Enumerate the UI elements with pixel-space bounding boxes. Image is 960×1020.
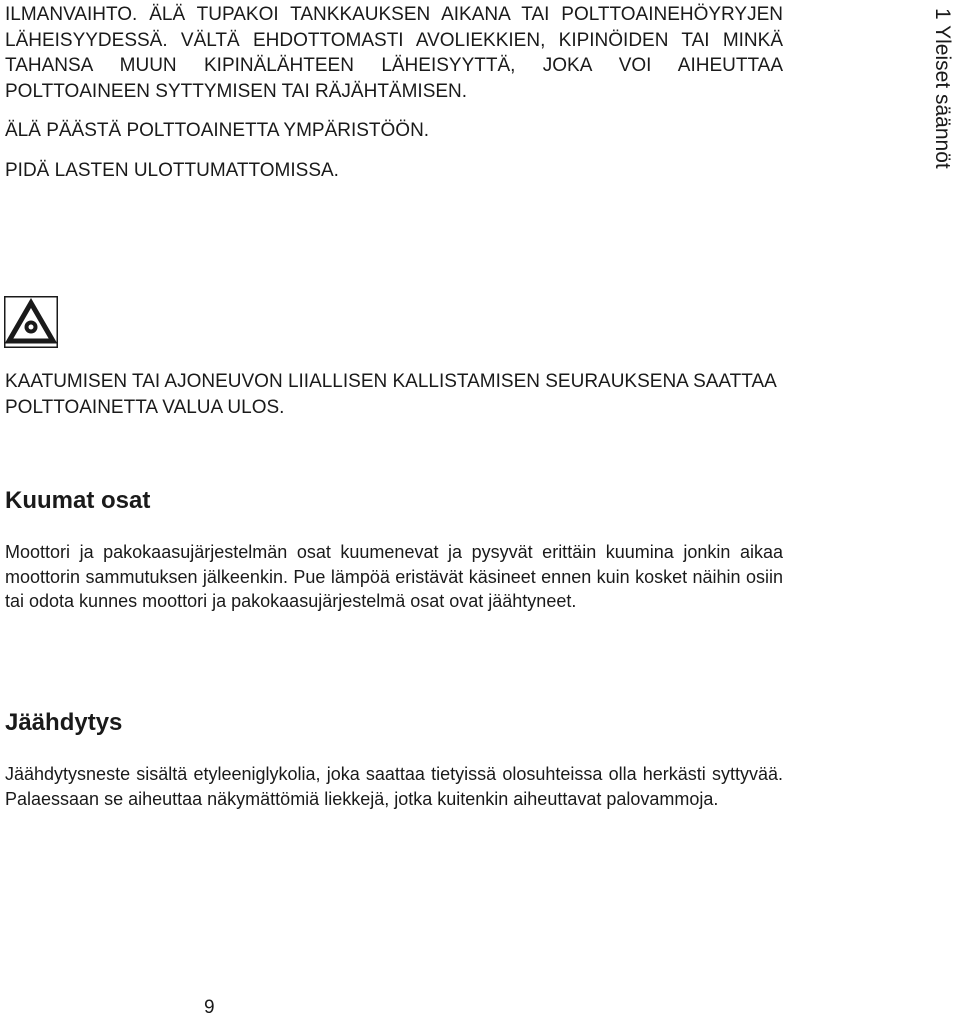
chapter-tab-label: 1 Yleiset säännöt xyxy=(931,8,954,169)
page-number: 9 xyxy=(204,997,215,1018)
no-spill-warning: ÄLÄ PÄÄSTÄ POLTTOAINETTA YMPÄRISTÖÖN. xyxy=(5,120,430,141)
cooling-body: Jäähdytysneste sisältä etyleeniglykolia, joka saattaa tietyissä olosuhteissa olla herkästi syttyvää. Palaessaan se aiheuttaa näkymättömiä liekkejä, jotka kuitenkin aiheuttavat palovammoja. xyxy=(5,764,783,809)
tip-over-warning-block xyxy=(5,369,783,420)
cooling-heading: Jäähdytys xyxy=(5,709,123,736)
fuel-warning-block xyxy=(5,2,783,183)
fuel-warning-lead: ILMANVAIHTO. ÄLÄ TUPAKOI TANKKAUKSEN AIKANA TAI POLTTOAINEHÖYRYJEN LÄHEISYYDESSÄ. VÄLTÄ EHDOTTOMASTI AVOLIEKKIEN, KIPINÖIDEN TAI MINKÄ TAHANSA MUUN KIPINÄLÄHTEEN LÄHEISYYTTÄ, JOKA VOI AIHEUTTAA POLTTOAINEEN SYTTYMISEN TAI RÄJÄHTÄMISEN. xyxy=(5,4,783,102)
tip-over-warning-text: KAATUMISEN TAI AJONEUVON LIIALLISEN KALLISTAMISEN SEURAUKSENA SAATTAA POLTTOAINETTA VALUA ULOS. xyxy=(5,371,776,418)
chapter-tab xyxy=(924,0,960,210)
children-warning: PIDÄ LASTEN ULOTTUMATTOMISSA. xyxy=(5,159,339,181)
tip-over-warning-icon xyxy=(4,296,58,348)
hot-parts-section xyxy=(5,540,783,614)
hot-parts-heading: Kuumat osat xyxy=(5,487,151,514)
hot-parts-body: Moottori ja pakokaasujärjestelmän osat kuumenevat ja pysyvät erittäin kuumina jonkin aikaa moottorin sammutuksen jälkeenkin. Pue lämpöä eristävät käsineet ennen kuin kosket näihin osiin tai odota kunnes moottori ja pakokaasujärjestelmä osat ovat jäähtyneet. xyxy=(5,542,783,611)
cooling-section xyxy=(5,762,783,811)
